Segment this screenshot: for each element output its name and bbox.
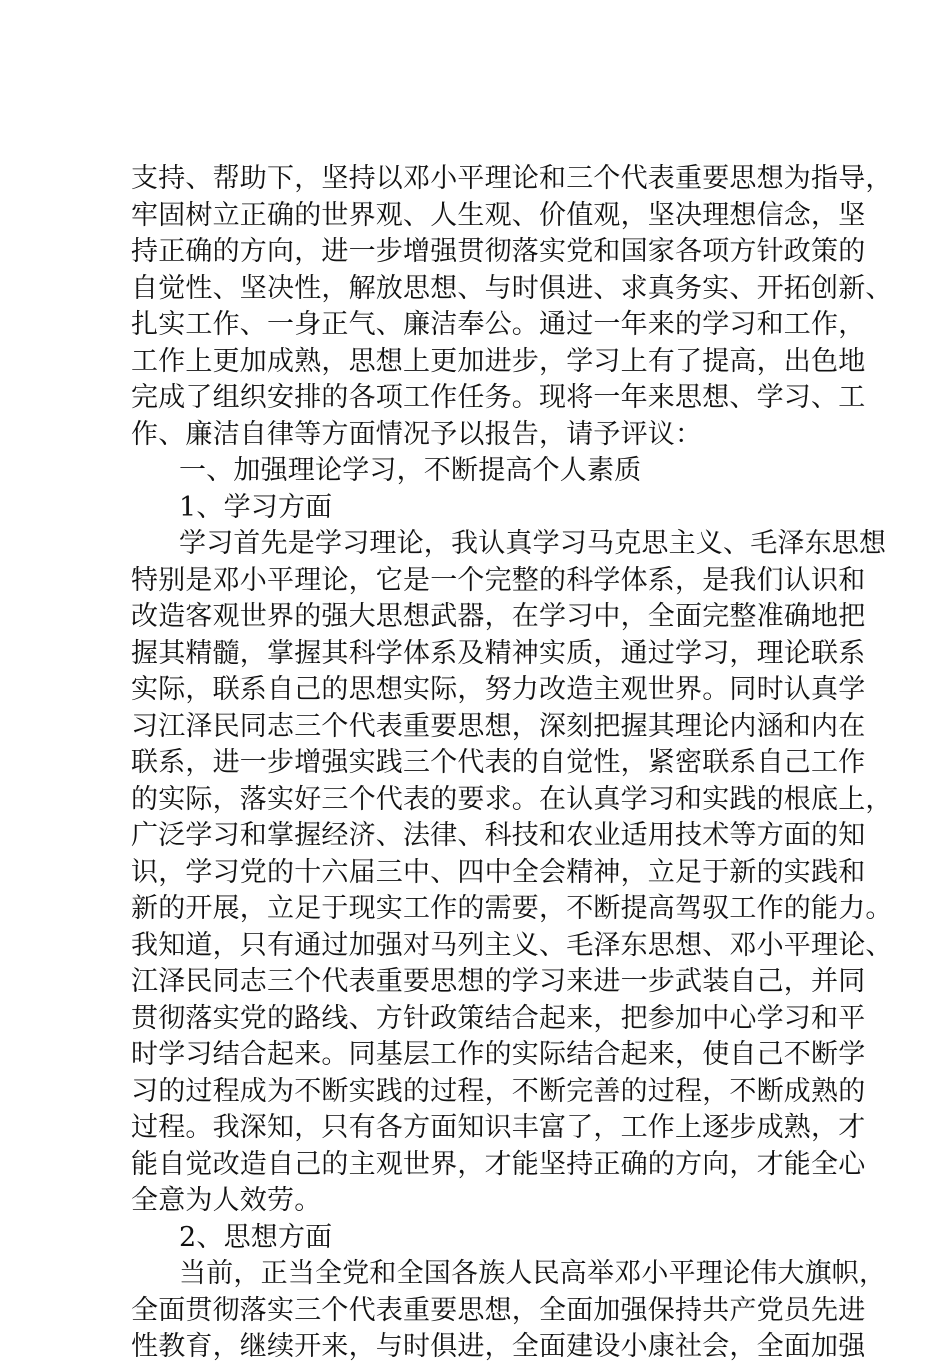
text-line: 性教育，继续开来，与时俱进，全面建设小康社会，全面加强	[131, 1331, 866, 1362]
text-line: 习江泽民同志三个代表重要思想，深刻把握其理论内涵和内在	[131, 710, 866, 742]
text-line: 牢固树立正确的世界观、人生观、价值观，坚决理想信念，坚	[131, 199, 866, 231]
text-line: 联系，进一步增强实践三个代表的自觉性，紧密联系自己工作	[131, 747, 866, 778]
text-line: 的实际，落实好三个代表的要求。在认真学习和实践的根底上，	[131, 783, 893, 815]
paragraph-first-line: 当前，正当全党和全国各族人民高举邓小平理论伟大旗帜，	[179, 1258, 887, 1289]
text-line: 改造客观世界的强大思想武器，在学习中，全面完整准确地把	[131, 601, 866, 632]
text-line: 习的过程成为不断实践的过程，不断完善的过程，不断成熟的	[131, 1075, 866, 1107]
paragraph-first-line: 学习首先是学习理论，我认真学习马克思主义、毛泽东思想	[179, 528, 887, 559]
document-body-text	[131, 161, 893, 1366]
text-line: 江泽民同志三个代表重要思想的学习来进一步武装自己，并同	[131, 966, 866, 997]
text-line: 过程。我深知，只有各方面知识丰富了，工作上逐步成熟，才	[131, 1112, 866, 1143]
text-line: 自觉性、坚决性，解放思想、与时俱进、求真务实、开拓创新、	[131, 272, 893, 304]
paragraph-first-line: 1、学习方面	[179, 491, 333, 523]
text-line: 我知道，只有通过加强对马列主义、毛泽东思想、邓小平理论、	[131, 929, 893, 961]
text-line: 新的开展，立足于现实工作的需要，不断提高驾驭工作的能力。	[131, 893, 893, 924]
text-line: 特别是邓小平理论，它是一个完整的科学体系，是我们认识和	[131, 564, 866, 596]
text-line: 支持、帮助下，坚持以邓小平理论和三个代表重要思想为指导，	[131, 163, 893, 194]
text-line: 持正确的方向，进一步增强贯彻落实党和国家各项方针政策的	[131, 236, 866, 267]
paragraph-first-line: 2、思想方面	[179, 1221, 333, 1253]
text-line: 全面贯彻落实三个代表重要思想，全面加强保持共产党员先进	[131, 1294, 866, 1326]
text-line: 完成了组织安排的各项工作任务。现将一年来思想、学习、工	[131, 382, 866, 413]
text-line: 广泛学习和掌握经济、法律、科技和农业适用技术等方面的知	[131, 820, 866, 851]
text-line: 全意为人效劳。	[131, 1185, 322, 1216]
text-line: 作、廉洁自律等方面情况予以报告，请予评议：	[131, 418, 703, 450]
text-line: 握其精髓，掌握其科学体系及精神实质，通过学习，理论联系	[131, 637, 866, 669]
text-line: 能自觉改造自己的主观世界，才能坚持正确的方向，才能全心	[131, 1148, 866, 1180]
text-line: 实际，联系自己的思想实际，努力改造主观世界。同时认真学	[131, 674, 866, 705]
text-line: 贯彻落实党的路线、方针政策结合起来，把参加中心学习和平	[131, 1002, 866, 1034]
text-line: 识，学习党的十六届三中、四中全会精神，立足于新的实践和	[131, 856, 866, 888]
text-line: 工作上更加成熟，思想上更加进步，学习上有了提高，出色地	[131, 345, 866, 377]
text-line: 扎实工作、一身正气、廉洁奉公。通过一年来的学习和工作，	[131, 309, 866, 340]
paragraph-first-line: 一、加强理论学习，不断提高个人素质	[179, 455, 642, 486]
text-line: 时学习结合起来。同基层工作的实际结合起来，使自己不断学	[131, 1039, 866, 1070]
